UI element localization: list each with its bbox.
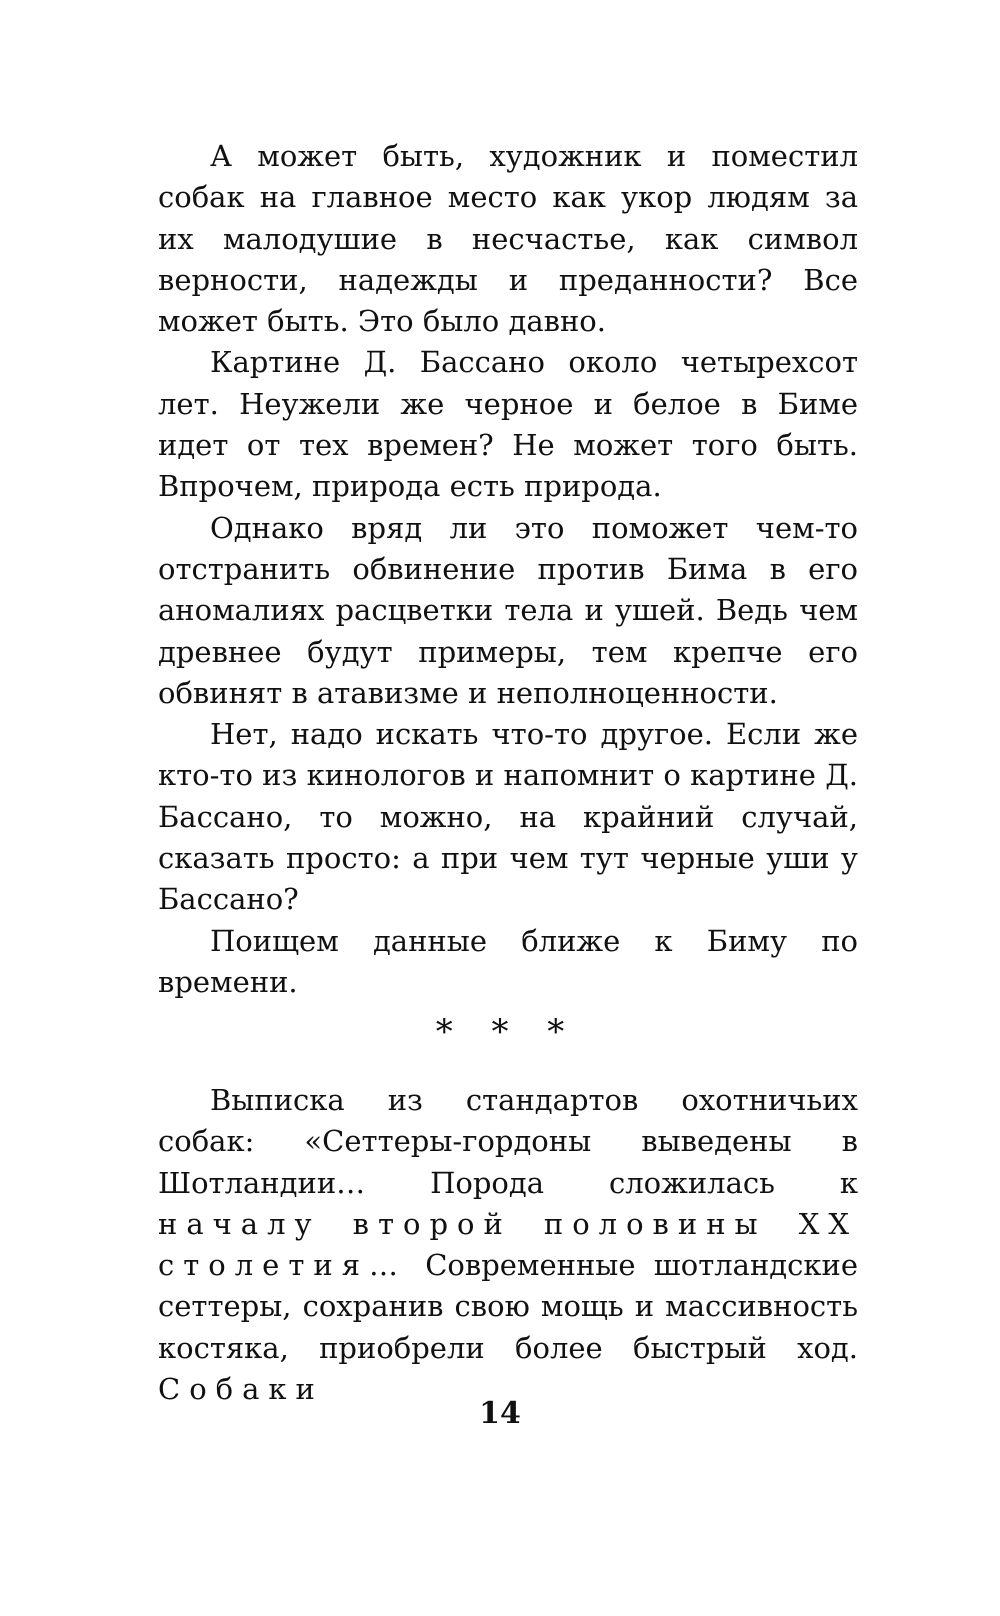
excerpt-part-1: Выписка из стандартов охотничьих собак: «Сеттеры-гордоны выведены в Шотландии… Порода сложилась к [158, 1083, 858, 1200]
excerpt-paragraph [158, 1080, 858, 1410]
main-text [158, 136, 858, 1003]
section-separator: * * * [435, 1012, 579, 1052]
paragraph-4: Нет, надо искать что-то другое. Если же кто-то из кинологов и напомнит о картине Д. Бассано, то можно, на крайний случай, сказать просто: а при чем тут черные уши у Бассано? [158, 717, 858, 917]
paragraph-5: Поищем данные ближе к Биму по времени. [158, 923, 858, 999]
paragraph-2: Картине Д. Бассано около четырехсот лет. Неужели же черное и белое в Биме идет от тех времен? Не может того быть. Впрочем, природа есть природа. [158, 345, 858, 504]
excerpt-text [158, 1080, 858, 1410]
excerpt-part-2: Современные шотландские сеттеры, сохранив свою мощь и массивность костяка, приобрели более быстрый ход. [158, 1248, 858, 1365]
excerpt-spaced-2: Собаки [158, 1372, 324, 1407]
page-number: 14 [479, 1396, 521, 1431]
excerpt-spaced-1: началу второй половины XX столетия… [158, 1206, 858, 1283]
paragraph-1: А может быть, художник и поместил собак на главное место как укор людям за их малодушие в несчастье, как символ верности, надежды и преданности? Все может быть. Это было давно. [158, 139, 858, 339]
paragraph-3: Однако вряд ли это поможет чем-то отстранить обвинение против Бима в его аномалиях расцветки тела и ушей. Ведь чем древнее будут примеры, тем крепче его обвинят в атавизме и неполноценности. [158, 510, 858, 710]
